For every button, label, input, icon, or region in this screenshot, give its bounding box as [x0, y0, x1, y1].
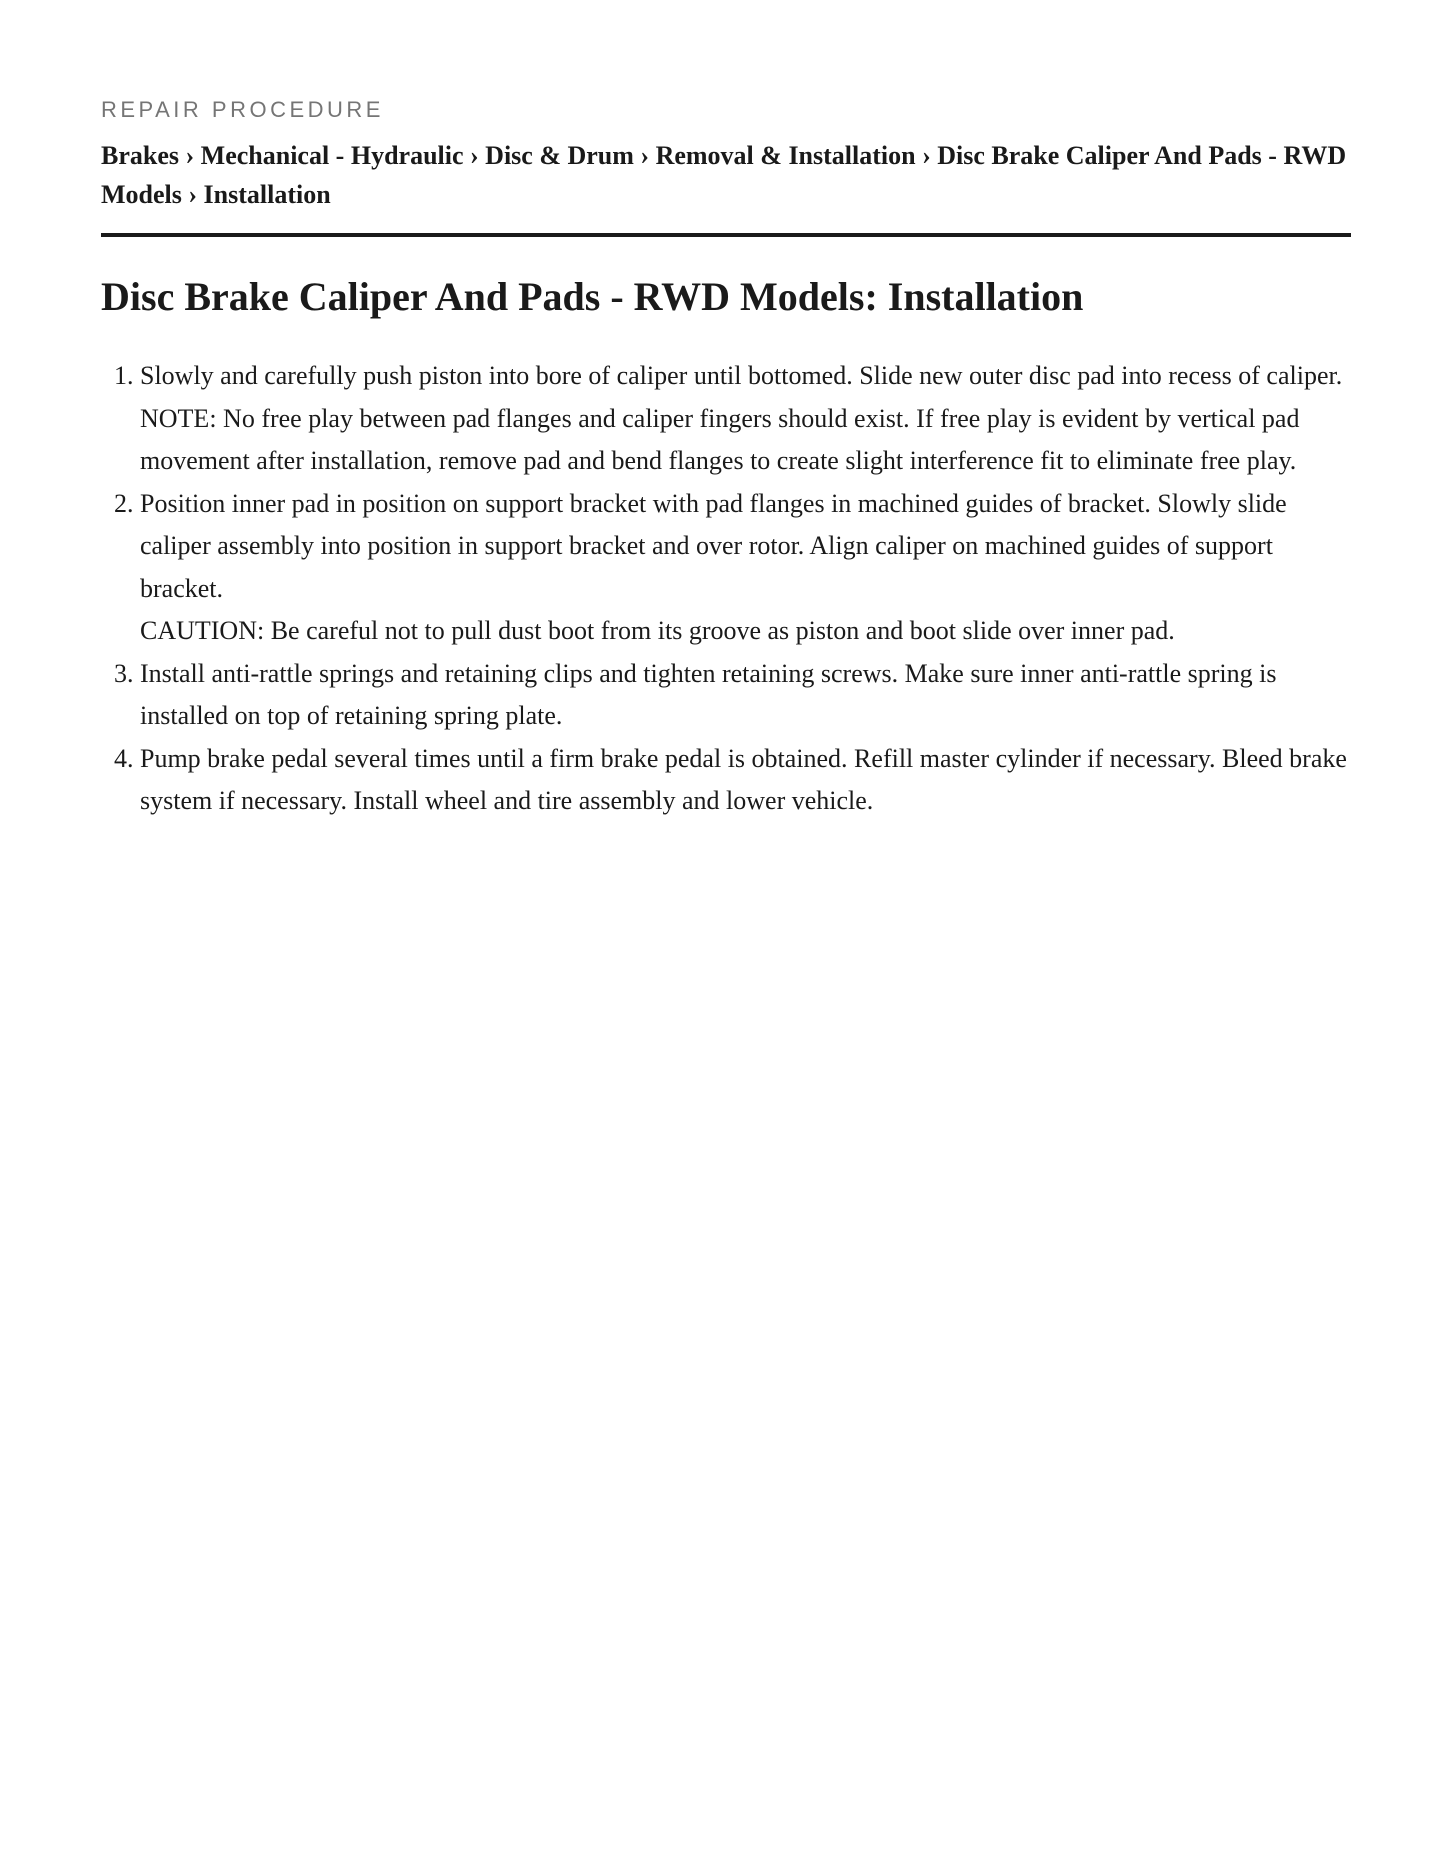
section-kicker: REPAIR PROCEDURE — [101, 97, 384, 122]
breadcrumb: Brakes › Mechanical - Hydraulic › Disc & Drum › Removal & Installation › Disc Brake Caliper And Pads - RWD Models › Installation — [101, 141, 1347, 209]
step-text: Install anti-rattle springs and retaining clips and tighten retaining screws. Make sure inner anti-rattle spring is installed on top of retaining spring plate. — [140, 658, 1277, 730]
step-text: Pump brake pedal several times until a firm brake pedal is obtained. Refill master cylinder if necessary. Bleed brake system if necessary. Install wheel and tire assembly and lower vehicle. — [140, 743, 1347, 815]
step-note: NOTE: No free play between pad flanges and caliper fingers should exist. If free play is evident by vertical pad movement after installation, remove pad and bend flanges to create slight interference fit to eliminate free play. — [140, 403, 1300, 475]
step-text: Slowly and carefully push piston into bore of caliper until bottomed. Slide new outer disc pad into recess of caliper. — [140, 361, 1343, 390]
step-caution: CAUTION: Be careful not to pull dust boot from its groove as piston and boot slide over inner pad. — [140, 616, 1175, 645]
page-title: Disc Brake Caliper And Pads - RWD Models: Installation — [101, 274, 1084, 319]
procedure-step-1 — [140, 355, 1351, 483]
step-text: Position inner pad in position on support bracket with pad flanges in machined guides of bracket. Slowly slide caliper assembly into position in support bracket and over rotor. Align caliper on machined guides of support bracket. — [140, 488, 1287, 603]
procedure-step-3 — [140, 653, 1351, 738]
procedure-step-2 — [140, 483, 1351, 653]
procedure-steps — [101, 355, 1351, 823]
procedure-step-4 — [140, 738, 1351, 823]
document-page — [101, 0, 1351, 823]
header-divider — [101, 233, 1351, 237]
